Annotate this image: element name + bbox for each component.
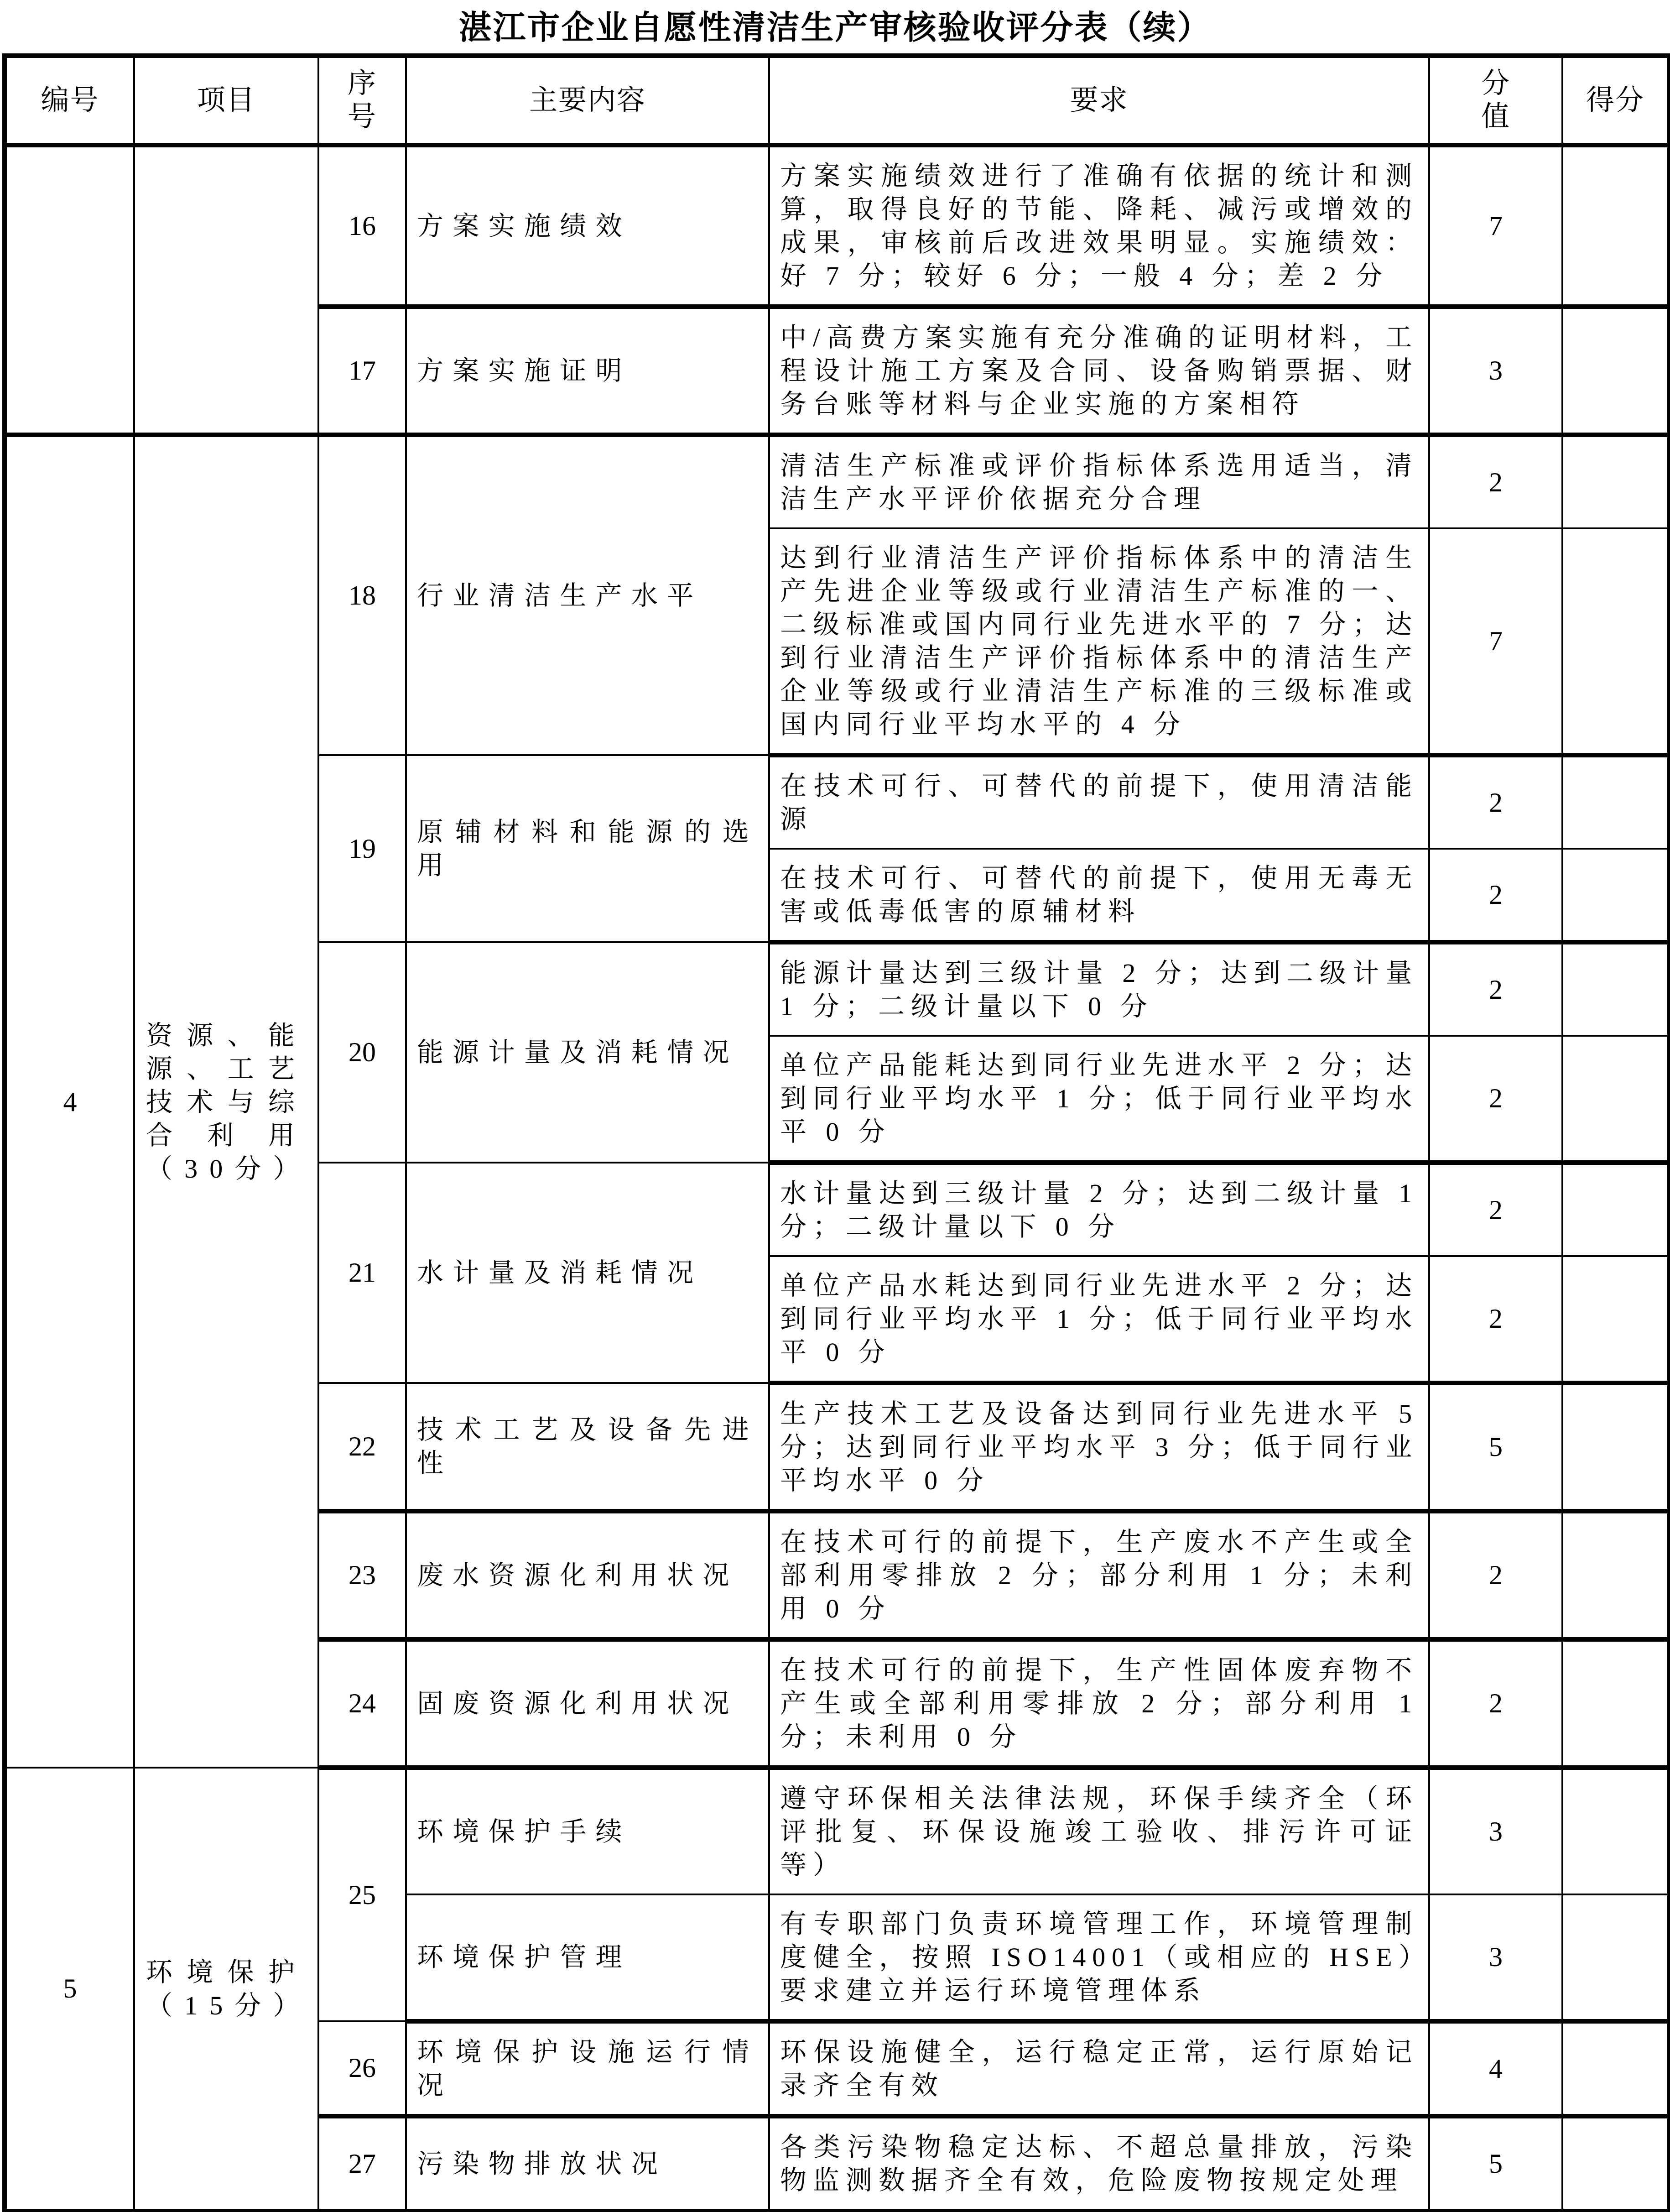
earned-cell [1562,145,1670,307]
content-cell: 水计量及消耗情况 [406,1163,769,1383]
content-cell: 技术工艺及设备先进性 [406,1383,769,1511]
score-cell: 2 [1429,755,1562,849]
requirement-cell: 能源计量达到三级计量 2 分；达到二级计量 1 分；二级计量以下 0 分 [769,942,1429,1036]
group-project-cell [134,145,318,435]
group-project-cell: 环境保护（15分） [134,1768,318,2211]
content-cell: 方案实施绩效 [406,145,769,307]
content-cell: 原辅材料和能源的选用 [406,755,769,942]
score-cell: 3 [1429,1894,1562,2021]
requirement-cell: 水计量达到三级计量 2 分；达到二级计量 1 分；二级计量以下 0 分 [769,1163,1429,1256]
requirement-cell: 在技术可行、可替代的前提下，使用清洁能源 [769,755,1429,849]
content-cell: 环境保护设施运行情况 [406,2021,769,2116]
seq-cell: 21 [318,1163,406,1383]
earned-cell [1562,435,1670,528]
content-cell: 方案实施证明 [406,307,769,435]
requirement-cell: 达到行业清洁生产评价指标体系中的清洁生产先进企业等级或行业清洁生产标准的一、二级标准或国内同行业先进水平的 7 分；达到行业清洁生产评价指标体系中的清洁生产企业等级或行业清洁生产标准的三级标准或国内同行业平均水平的 4 分 [769,528,1429,755]
score-cell: 2 [1429,1036,1562,1163]
seq-cell: 22 [318,1383,406,1511]
earned-cell [1562,1383,1670,1511]
requirement-cell: 在技术可行、可替代的前提下，使用无毒无害或低毒低害的原辅材料 [769,849,1429,942]
content-cell: 环境保护管理 [406,1894,769,2021]
requirement-cell: 有专职部门负责环境管理工作，环境管理制度健全，按照 ISO14001（或相应的 HSE）要求建立并运行环境管理体系 [769,1894,1429,2021]
requirement-cell: 生产技术工艺及设备达到同行业先进水平 5 分；达到同行业平均水平 3 分；低于同行业平均水平 0 分 [769,1383,1429,1511]
requirement-cell: 在技术可行的前提下，生产废水不产生或全部利用零排放 2 分；部分利用 1 分；未利用 0 分 [769,1511,1429,1639]
col-header-content: 主要内容 [406,56,769,145]
content-cell: 固废资源化利用状况 [406,1639,769,1768]
group-no-cell: 5 [5,1768,134,2211]
requirement-cell: 中/高费方案实施有充分准确的证明材料，工程设计施工方案及合同、设备购销票据、财务台账等材料与企业实施的方案相符 [769,307,1429,435]
seq-cell: 18 [318,435,406,755]
score-cell: 2 [1429,1256,1562,1383]
score-cell: 2 [1429,849,1562,942]
page-title: 湛江市企业自愿性清洁生产审核验收评分表（续） [458,10,1212,46]
table-header-row [5,56,1670,145]
score-cell: 2 [1429,1163,1562,1256]
content-cell: 能源计量及消耗情况 [406,942,769,1163]
requirement-cell: 单位产品能耗达到同行业先进水平 2 分；达到同行业平均水平 1 分；低于同行业平均水平 0 分 [769,1036,1429,1163]
group-project-cell: 资源、能源、工艺技术与综合利用（30分） [134,435,318,1768]
content-cell: 行业清洁生产水平 [406,435,769,755]
score-cell: 3 [1429,1768,1562,1894]
earned-cell [1562,942,1670,1036]
col-header-seq-label: 序号 [347,68,377,133]
score-cell: 2 [1429,435,1562,528]
score-cell: 2 [1429,942,1562,1036]
seq-cell: 19 [318,755,406,942]
table-row [5,435,1670,528]
score-table [2,53,1670,2212]
score-cell: 2 [1429,1511,1562,1639]
col-header-earned: 得分 [1562,56,1670,145]
score-cell: 5 [1429,2116,1562,2211]
earned-cell [1562,1256,1670,1383]
requirement-cell: 在技术可行的前提下，生产性固体废弃物不产生或全部利用零排放 2 分；部分利用 1 分；未利用 0 分 [769,1639,1429,1768]
col-header-score-label: 分值 [1481,68,1510,133]
earned-cell [1562,1894,1670,2021]
requirement-cell: 遵守环保相关法律法规，环保手续齐全（环评批复、环保设施竣工验收、排污许可证等） [769,1768,1429,1894]
col-header-score [1429,56,1562,145]
score-cell: 7 [1429,528,1562,755]
earned-cell [1562,1163,1670,1256]
earned-cell [1562,2021,1670,2116]
col-header-project: 项目 [134,56,318,145]
earned-cell [1562,528,1670,755]
score-cell: 7 [1429,145,1562,307]
earned-cell [1562,1036,1670,1163]
requirement-cell: 环保设施健全，运行稳定正常，运行原始记录齐全有效 [769,2021,1429,2116]
seq-cell: 16 [318,145,406,307]
requirement-cell: 单位产品水耗达到同行业先进水平 2 分；达到同行业平均水平 1 分；低于同行业平均水平 0 分 [769,1256,1429,1383]
table-row [5,145,1670,307]
table-row [5,1768,1670,1894]
requirement-cell: 方案实施绩效进行了准确有依据的统计和测算，取得良好的节能、降耗、减污或增效的成果，审核前后改进效果明显。实施绩效：好 7 分；较好 6 分；一般 4 分；差 2 分 [769,145,1429,307]
content-cell: 污染物排放状况 [406,2116,769,2211]
group-no-cell: 4 [5,435,134,1768]
col-header-no: 编号 [5,56,134,145]
col-header-seq [318,56,406,145]
earned-cell [1562,849,1670,942]
seq-cell: 26 [318,2021,406,2116]
seq-cell: 20 [318,942,406,1163]
requirement-cell: 各类污染物稳定达标、不超总量排放，污染物监测数据齐全有效，危险废物按规定处理 [769,2116,1429,2211]
earned-cell [1562,1768,1670,1894]
content-cell: 环境保护手续 [406,1768,769,1894]
requirement-cell: 清洁生产标准或评价指标体系选用适当，清洁生产水平评价依据充分合理 [769,435,1429,528]
earned-cell [1562,2116,1670,2211]
score-cell: 4 [1429,2021,1562,2116]
score-cell: 5 [1429,1383,1562,1511]
earned-cell [1562,755,1670,849]
col-header-req: 要求 [769,56,1429,145]
group-no-cell [5,145,134,435]
seq-cell: 27 [318,2116,406,2211]
earned-cell [1562,307,1670,435]
seq-cell: 23 [318,1511,406,1639]
earned-cell [1562,1639,1670,1768]
seq-cell: 24 [318,1639,406,1768]
content-cell: 废水资源化利用状况 [406,1511,769,1639]
earned-cell [1562,1511,1670,1639]
seq-cell: 25 [318,1768,406,2021]
seq-cell: 17 [318,307,406,435]
score-cell: 2 [1429,1639,1562,1768]
score-cell: 3 [1429,307,1562,435]
